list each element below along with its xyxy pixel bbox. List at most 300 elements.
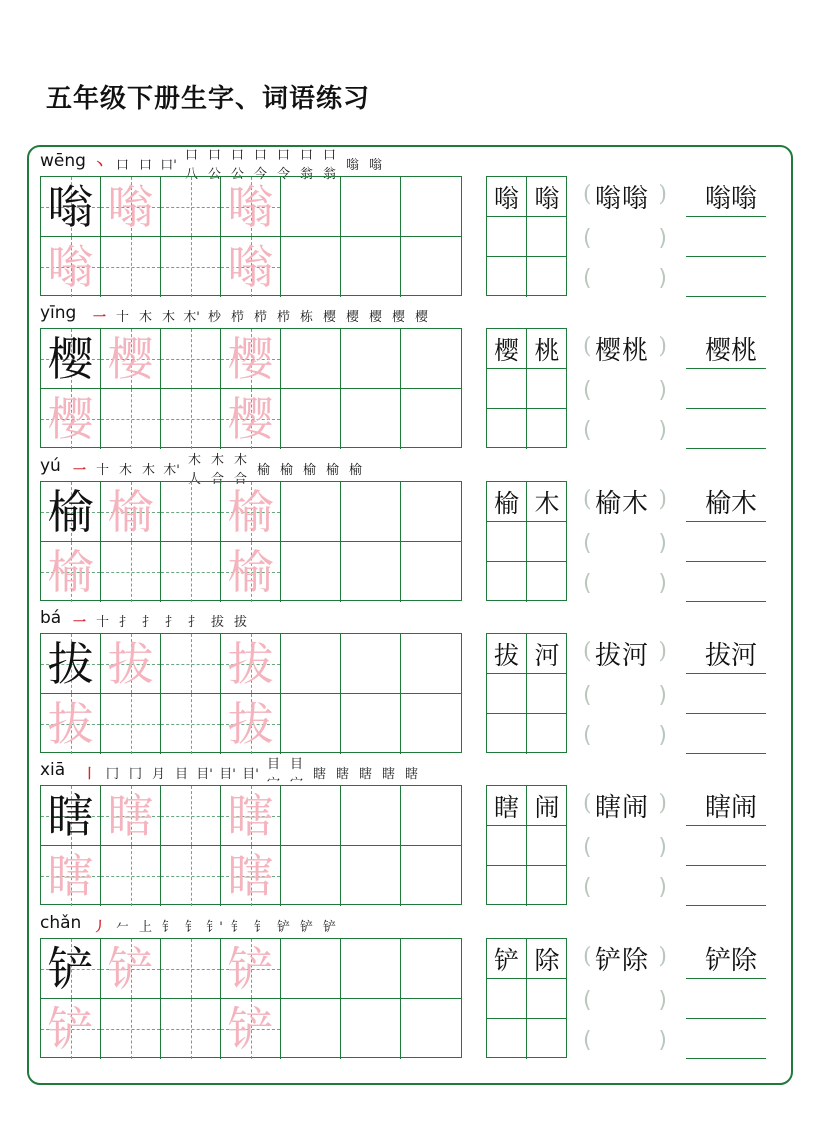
word-cell[interactable] — [527, 866, 567, 906]
writing-cell[interactable] — [341, 542, 401, 602]
word-character: 嗡 — [493, 183, 519, 213]
writing-cell[interactable] — [221, 389, 281, 449]
pinyin-label: chǎn — [40, 913, 82, 933]
word-character: 嗡 — [534, 183, 560, 213]
guide-horizontal — [161, 207, 220, 208]
bracket-word — [583, 635, 667, 671]
writing-cell[interactable] — [401, 634, 461, 694]
writing-cell[interactable] — [161, 999, 221, 1059]
writing-cell[interactable] — [341, 329, 401, 389]
word-cell[interactable] — [527, 257, 567, 297]
writing-cell[interactable] — [41, 482, 101, 542]
right-bracket: ) — [658, 791, 667, 816]
word-cell[interactable] — [527, 674, 567, 714]
guide-horizontal — [161, 419, 220, 420]
writing-cell[interactable] — [281, 846, 341, 906]
stroke-step: 木 — [141, 462, 155, 478]
word-cell[interactable] — [527, 786, 567, 826]
writing-cell[interactable] — [341, 694, 401, 754]
stroke-step: 杪 — [207, 309, 221, 325]
bracket-word — [583, 940, 667, 976]
answer-line[interactable] — [686, 601, 766, 602]
stroke-step: 钅' — [206, 919, 223, 935]
writing-cell[interactable] — [101, 694, 161, 754]
word-grid — [486, 785, 567, 905]
trace-character: 铲 — [227, 1002, 274, 1056]
writing-cell[interactable] — [401, 846, 461, 906]
word-character: 河 — [534, 640, 560, 670]
left-bracket: ( — [583, 1028, 592, 1053]
writing-grid — [40, 633, 462, 753]
guide-horizontal — [161, 816, 220, 817]
blank-bracket[interactable] — [583, 266, 667, 296]
writing-cell[interactable] — [101, 177, 161, 237]
stroke-step: 铲 — [299, 919, 313, 935]
writing-cell[interactable] — [41, 329, 101, 389]
stroke-step: 钅 — [161, 919, 175, 935]
word-cell[interactable] — [487, 329, 527, 369]
word-character: 闹 — [534, 792, 560, 822]
stroke-step: 木' — [183, 309, 200, 325]
left-bracket: ( — [583, 266, 592, 291]
writing-cell[interactable] — [101, 634, 161, 694]
left-bracket: ( — [583, 571, 592, 596]
stroke-step: 口 — [138, 157, 152, 173]
writing-cell[interactable] — [221, 939, 281, 999]
stroke-step: 上 — [138, 919, 152, 935]
left-bracket: ( — [583, 378, 592, 403]
stroke-step: 木合 — [210, 453, 224, 487]
writing-cell[interactable] — [161, 786, 221, 846]
left-bracket: ( — [583, 875, 592, 900]
stroke-step: 嗡 — [368, 157, 382, 173]
stroke-order — [78, 757, 423, 791]
bracket-word-text: 瞎闹 — [595, 793, 650, 823]
writing-cell[interactable] — [221, 846, 281, 906]
answer-line[interactable] — [686, 561, 766, 562]
stroke-step: 栉 — [276, 309, 290, 325]
trace-character: 樱 — [47, 392, 94, 446]
stroke-step: 十 — [95, 462, 109, 478]
blank-bracket[interactable] — [583, 988, 667, 1018]
writing-cell[interactable] — [341, 389, 401, 449]
word-cell[interactable] — [487, 714, 527, 754]
blank-bracket[interactable] — [583, 683, 667, 713]
blank-bracket[interactable] — [583, 418, 667, 448]
right-bracket: ) — [658, 1028, 667, 1053]
answer-line[interactable] — [686, 753, 766, 754]
writing-cell[interactable] — [161, 237, 221, 297]
character-section — [0, 453, 833, 605]
word-cell[interactable] — [487, 409, 527, 449]
word-cell[interactable] — [487, 634, 527, 674]
answer-line[interactable] — [686, 1058, 766, 1059]
pinyin-label: yú — [40, 456, 61, 476]
guide-horizontal — [161, 267, 220, 268]
stroke-step: 口' — [160, 157, 177, 173]
character-section — [0, 757, 833, 909]
writing-cell[interactable] — [101, 846, 161, 906]
writing-cell[interactable] — [341, 237, 401, 297]
word-character: 樱 — [493, 335, 519, 365]
stroke-step: 拔 — [233, 614, 247, 630]
writing-cell[interactable] — [401, 389, 461, 449]
right-bracket: ) — [658, 639, 667, 664]
trace-character: 拔 — [227, 697, 274, 751]
writing-cell[interactable] — [101, 482, 161, 542]
right-bracket: ) — [658, 378, 667, 403]
guide-horizontal — [161, 969, 220, 970]
writing-cell[interactable] — [401, 177, 461, 237]
word-cell[interactable] — [487, 979, 527, 1019]
word-cell[interactable] — [527, 1019, 567, 1059]
stroke-step: 目 — [174, 766, 188, 782]
writing-cell[interactable] — [401, 329, 461, 389]
writing-cell[interactable] — [341, 177, 401, 237]
word-character: 除 — [534, 945, 560, 975]
trace-character: 铲 — [107, 941, 154, 996]
guide-horizontal — [101, 572, 160, 573]
left-bracket: ( — [583, 683, 592, 708]
pinyin-label: wēng — [40, 151, 86, 171]
stroke-step: 拔 — [210, 614, 224, 630]
answer-line[interactable] — [686, 713, 766, 714]
word-cell[interactable] — [487, 369, 527, 409]
answer-line[interactable] — [686, 1018, 766, 1019]
word-cell[interactable] — [527, 217, 567, 257]
word-cell[interactable] — [527, 409, 567, 449]
word-cell[interactable] — [527, 979, 567, 1019]
writing-cell[interactable] — [101, 939, 161, 999]
stroke-step: 铲 — [276, 919, 290, 935]
word-cell[interactable] — [527, 369, 567, 409]
stroke-step: 瞎 — [404, 766, 418, 782]
word-cell[interactable] — [527, 329, 567, 369]
blank-bracket[interactable] — [583, 835, 667, 865]
word-cell[interactable] — [527, 714, 567, 754]
blank-bracket[interactable] — [583, 226, 667, 256]
bracket-word — [583, 483, 667, 519]
writing-cell[interactable] — [401, 786, 461, 846]
writing-cell[interactable] — [221, 329, 281, 389]
bracket-word-text: 拔河 — [595, 641, 650, 671]
writing-cell[interactable] — [401, 237, 461, 297]
writing-cell[interactable] — [161, 939, 221, 999]
stroke-step: 铲 — [322, 919, 336, 935]
bracket-word-text: 榆木 — [595, 489, 650, 519]
writing-cell[interactable] — [281, 939, 341, 999]
writing-grid — [40, 176, 462, 296]
writing-grid — [40, 785, 462, 905]
answer-line[interactable] — [686, 978, 766, 979]
blank-bracket[interactable] — [583, 723, 667, 753]
trace-character: 榆 — [47, 545, 94, 599]
stroke-step: 钅 — [184, 919, 198, 935]
writing-cell[interactable] — [281, 999, 341, 1059]
writing-grid — [40, 938, 462, 1058]
writing-cell[interactable] — [401, 999, 461, 1059]
model-character: 瞎 — [47, 788, 94, 843]
word-cell[interactable] — [487, 562, 527, 602]
stroke-step: 扌 — [164, 614, 178, 630]
stroke-step: 一 — [72, 614, 86, 630]
answer-line[interactable] — [686, 825, 766, 826]
stroke-step: 口八 — [184, 148, 198, 182]
writing-cell[interactable] — [281, 482, 341, 542]
trace-character: 嗡 — [107, 179, 154, 234]
trace-character: 榆 — [227, 545, 274, 599]
writing-cell[interactable] — [221, 999, 281, 1059]
bracket-word-text: 嗡嗡 — [595, 184, 650, 214]
word-cell[interactable] — [487, 939, 527, 979]
writing-cell[interactable] — [161, 482, 221, 542]
guide-horizontal — [161, 876, 220, 877]
right-bracket: ) — [658, 723, 667, 748]
right-bracket: ) — [658, 266, 667, 291]
stroke-step: 榆 — [279, 462, 293, 478]
writing-cell[interactable] — [41, 177, 101, 237]
guide-horizontal — [161, 664, 220, 665]
pinyin-label: yīng — [40, 303, 77, 323]
answer-line[interactable] — [686, 296, 766, 297]
stroke-step: 丿 — [92, 919, 106, 935]
blank-bracket[interactable] — [583, 1028, 667, 1058]
stroke-step: 丶 — [92, 157, 106, 173]
word-cell[interactable] — [487, 217, 527, 257]
right-bracket: ) — [658, 683, 667, 708]
guide-horizontal — [101, 724, 160, 725]
stroke-step: 十 — [115, 309, 129, 325]
answer-line[interactable] — [686, 408, 766, 409]
word-cell[interactable] — [487, 674, 527, 714]
writing-cell[interactable] — [341, 634, 401, 694]
writing-cell[interactable] — [221, 177, 281, 237]
writing-cell[interactable] — [221, 542, 281, 602]
word-cell[interactable] — [487, 826, 527, 866]
right-bracket: ) — [658, 226, 667, 251]
writing-cell[interactable] — [41, 846, 101, 906]
writing-cell[interactable] — [41, 786, 101, 846]
stroke-order — [68, 453, 367, 487]
stroke-step: 榆 — [302, 462, 316, 478]
right-bracket: ) — [658, 835, 667, 860]
writing-cell[interactable] — [41, 542, 101, 602]
stroke-step: 口公 — [207, 148, 221, 182]
writing-cell[interactable] — [401, 482, 461, 542]
writing-cell[interactable] — [101, 542, 161, 602]
answer-line[interactable] — [686, 448, 766, 449]
stroke-step: 瞎 — [312, 766, 326, 782]
answer-line[interactable] — [686, 865, 766, 866]
right-bracket: ) — [658, 944, 667, 969]
writing-cell[interactable] — [281, 634, 341, 694]
writing-cell[interactable] — [41, 939, 101, 999]
right-bracket: ) — [658, 531, 667, 556]
word-cell[interactable] — [527, 826, 567, 866]
writing-cell[interactable] — [41, 634, 101, 694]
stroke-step: 栋 — [299, 309, 313, 325]
stroke-order — [68, 610, 252, 630]
bracket-word — [583, 330, 667, 366]
writing-cell[interactable] — [41, 237, 101, 297]
writing-cell[interactable] — [221, 237, 281, 297]
stroke-step: 木 — [118, 462, 132, 478]
writing-cell[interactable] — [221, 786, 281, 846]
writing-cell[interactable] — [161, 542, 221, 602]
stroke-step: 口翁 — [299, 148, 313, 182]
right-bracket: ) — [658, 182, 667, 207]
trace-character: 拔 — [227, 636, 274, 691]
bracket-word — [583, 178, 667, 214]
answer-line[interactable] — [686, 673, 766, 674]
word-character: 榆 — [493, 488, 519, 518]
stroke-step: 月 — [151, 766, 165, 782]
model-character: 榆 — [47, 484, 94, 539]
stroke-order — [88, 148, 387, 182]
trace-character: 拔 — [47, 697, 94, 751]
blank-bracket[interactable] — [583, 571, 667, 601]
trace-character: 拔 — [107, 636, 154, 691]
left-bracket: ( — [583, 487, 592, 512]
stroke-step: 钅 — [253, 919, 267, 935]
writing-cell[interactable] — [281, 389, 341, 449]
writing-cell[interactable] — [281, 329, 341, 389]
answer-line[interactable] — [686, 905, 766, 906]
answer-line[interactable] — [686, 216, 766, 217]
word-cell[interactable] — [527, 634, 567, 674]
underlined-word: 樱桃 — [704, 336, 757, 366]
stroke-step: 丨 — [82, 766, 96, 782]
trace-character: 嗡 — [227, 179, 274, 234]
writing-cell[interactable] — [101, 999, 161, 1059]
word-cell[interactable] — [527, 939, 567, 979]
left-bracket: ( — [583, 226, 592, 251]
character-section — [0, 300, 833, 452]
word-cell[interactable] — [487, 1019, 527, 1059]
trace-character: 瞎 — [47, 849, 94, 903]
writing-cell[interactable] — [281, 694, 341, 754]
writing-cell[interactable] — [221, 482, 281, 542]
answer-line[interactable] — [686, 256, 766, 257]
writing-cell[interactable] — [401, 542, 461, 602]
left-bracket: ( — [583, 791, 592, 816]
writing-cell[interactable] — [161, 389, 221, 449]
stroke-step: 扌 — [187, 614, 201, 630]
writing-cell[interactable] — [41, 389, 101, 449]
word-cell[interactable] — [487, 522, 527, 562]
blank-bracket[interactable] — [583, 531, 667, 561]
guide-horizontal — [101, 876, 160, 877]
word-grid — [486, 481, 567, 601]
trace-character: 樱 — [227, 331, 274, 386]
stroke-step: 木 — [138, 309, 152, 325]
writing-cell[interactable] — [161, 846, 221, 906]
answer-line[interactable] — [686, 521, 766, 522]
trace-character: 嗡 — [227, 240, 274, 294]
writing-cell[interactable] — [161, 694, 221, 754]
word-cell[interactable] — [487, 866, 527, 906]
word-grid — [486, 938, 567, 1058]
writing-cell[interactable] — [161, 177, 221, 237]
writing-cell[interactable] — [341, 939, 401, 999]
underlined-word: 榆木 — [704, 489, 757, 519]
word-cell[interactable] — [487, 257, 527, 297]
answer-line[interactable] — [686, 368, 766, 369]
stroke-step: 樱 — [368, 309, 382, 325]
writing-cell[interactable] — [281, 786, 341, 846]
stroke-step: 目' — [219, 766, 236, 782]
writing-cell[interactable] — [281, 177, 341, 237]
bracket-word-text: 樱桃 — [595, 336, 650, 366]
writing-cell[interactable] — [401, 694, 461, 754]
model-character: 樱 — [47, 331, 94, 386]
writing-cell[interactable] — [101, 389, 161, 449]
trace-character: 瞎 — [227, 788, 274, 843]
stroke-step: 目宀 — [289, 757, 303, 791]
left-bracket: ( — [583, 835, 592, 860]
stroke-step: 瞎 — [335, 766, 349, 782]
word-cell[interactable] — [527, 482, 567, 522]
stroke-step: 口翁 — [322, 148, 336, 182]
writing-cell[interactable] — [341, 999, 401, 1059]
model-character: 铲 — [47, 941, 94, 996]
model-character: 嗡 — [47, 179, 94, 234]
word-cell[interactable] — [527, 522, 567, 562]
writing-cell[interactable] — [101, 329, 161, 389]
trace-character: 瞎 — [227, 849, 274, 903]
writing-cell[interactable] — [281, 542, 341, 602]
word-cell[interactable] — [487, 786, 527, 826]
trace-character: 榆 — [227, 484, 274, 539]
writing-cell[interactable] — [161, 329, 221, 389]
stroke-order — [88, 305, 433, 325]
writing-cell[interactable] — [401, 939, 461, 999]
left-bracket: ( — [583, 639, 592, 664]
stroke-step: 𠂉 — [115, 919, 129, 935]
word-grid — [486, 633, 567, 753]
word-cell[interactable] — [487, 177, 527, 217]
trace-character: 瞎 — [107, 788, 154, 843]
writing-cell[interactable] — [341, 846, 401, 906]
writing-cell[interactable] — [101, 786, 161, 846]
stroke-step: 口公 — [230, 148, 244, 182]
word-cell[interactable] — [487, 482, 527, 522]
page-title: 五年级下册生字、词语练习 — [46, 84, 371, 114]
blank-bracket[interactable] — [583, 875, 667, 905]
stroke-step: 嗡 — [345, 157, 359, 173]
word-cell[interactable] — [527, 177, 567, 217]
stroke-step: 一 — [72, 462, 86, 478]
word-cell[interactable] — [527, 562, 567, 602]
writing-cell[interactable] — [221, 634, 281, 694]
left-bracket: ( — [583, 944, 592, 969]
writing-cell[interactable] — [41, 694, 101, 754]
writing-cell[interactable] — [161, 634, 221, 694]
writing-cell[interactable] — [341, 482, 401, 542]
right-bracket: ) — [658, 988, 667, 1013]
writing-cell[interactable] — [341, 786, 401, 846]
bracket-word-text: 铲除 — [595, 946, 650, 976]
writing-cell[interactable] — [101, 237, 161, 297]
writing-cell[interactable] — [41, 999, 101, 1059]
guide-horizontal — [161, 572, 220, 573]
stroke-step: 十 — [95, 614, 109, 630]
model-character: 拔 — [47, 636, 94, 691]
blank-bracket[interactable] — [583, 378, 667, 408]
word-character: 桃 — [534, 335, 560, 365]
writing-cell[interactable] — [221, 694, 281, 754]
writing-cell[interactable] — [281, 237, 341, 297]
